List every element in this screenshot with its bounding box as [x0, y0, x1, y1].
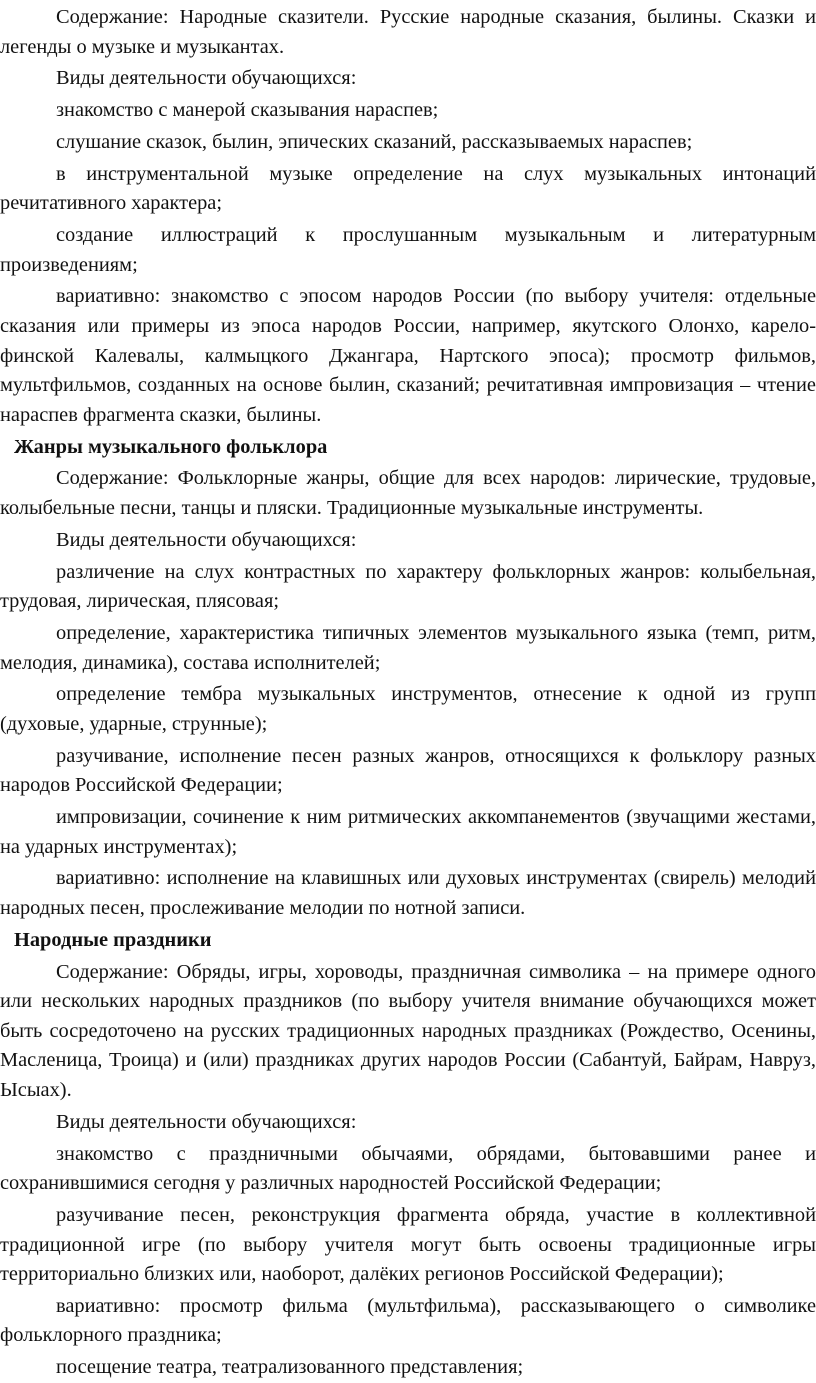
activities-label: Виды деятельности обучающихся: — [56, 1110, 357, 1133]
content-paragraph: Содержание: Обряды, игры, хороводы, праздничная символика – на примере одного или нескольких народных праздников (по выбору учителя внимание обучающихся может быть сосредоточено на русских традиционных народных праздниках (Рождество, Осенины, Масленица, Троица) и (или) праздниках других народов России (Сабантуй, Байрам, Навруз, Ысыах). — [0, 960, 816, 1101]
activity-item: разучивание песен, реконструкция фрагмента обряда, участие в коллективной традиционной игре (по выбору учителя могут быть освоены традиционные игры территориально близких или, наоборот, далёких регионов Российской Федерации); — [0, 1203, 816, 1286]
activity-item: создание иллюстраций к прослушанным музыкальным и литературным произведениям; — [0, 224, 816, 276]
activity-item: импровизации, сочинение к ним ритмических аккомпанементов (звучащими жестами, на ударных инструментах); — [0, 806, 816, 858]
section-heading: Жанры музыкального фольклора — [14, 435, 328, 458]
section-folk-storytellers — [0, 3, 816, 430]
activity-item: разучивание, исполнение песен разных жанров, относящихся к фольклору разных народов Российской Федерации; — [0, 744, 816, 797]
activities-label: Виды деятельности обучающихся: — [56, 67, 357, 90]
section-heading: Народные праздники — [14, 928, 212, 951]
activity-item: знакомство с праздничными обычаями, обрядами, бытовавшими ранее и сохранившимися сегодня у различных народностей Российской Федерации; — [0, 1142, 816, 1195]
activity-item: вариативно: исполнение на клавишных или духовых инструментах (свирель) мелодий народных песен, прослеживание мелодии по нотной записи. — [0, 867, 816, 920]
section-folk-genres — [0, 433, 816, 924]
content-paragraph: Содержание: Народные сказители. Русские народные сказания, былины. Сказки и легенды о музыке и музыкантах. — [0, 6, 816, 58]
activity-item: знакомство с манерой сказывания нараспев; — [56, 99, 439, 122]
activity-item: посещение театра, театрализованного представления; — [56, 1356, 524, 1379]
content-paragraph: Содержание: Фольклорные жанры, общие для всех народов: лирические, трудовые, колыбельные песни, танцы и пляски. Традиционные музыкальные инструменты. — [0, 467, 816, 519]
activity-item: слушание сказок, былин, эпических сказаний, рассказываемых нараспев; — [56, 130, 693, 153]
section-folk-holidays — [0, 926, 816, 1383]
activity-item: определение тембра музыкальных инструментов, отнесение к одной из групп (духовые, ударные, струнные); — [0, 683, 816, 735]
activity-item: определение, характеристика типичных элементов музыкального языка (темп, ритм, мелодия, динамика), состава исполнителей; — [0, 621, 816, 674]
activity-item: вариативно: знакомство с эпосом народов России (по выбору учителя: отдельные сказания или примеры из эпоса народов России, например, якутского Олонхо, карело-финской Калевалы, калмыцкого Джангара, Нартского эпоса); просмотр фильмов, мультфильмов, созданных на основе былин, сказаний; речитативная импровизация – чтение нараспев фрагмента сказки, былины. — [0, 285, 816, 426]
activity-item: в инструментальной музыке определение на слух музыкальных интонаций речитативного характера; — [0, 162, 816, 215]
activity-item: вариативно: просмотр фильма (мультфильма), рассказывающего о символике фольклорного праздника; — [0, 1294, 816, 1347]
activities-label: Виды деятельности обучающихся: — [56, 528, 357, 551]
activity-item: различение на слух контрастных по характеру фольклорных жанров: колыбельная, трудовая, лирическая, плясовая; — [0, 560, 816, 613]
